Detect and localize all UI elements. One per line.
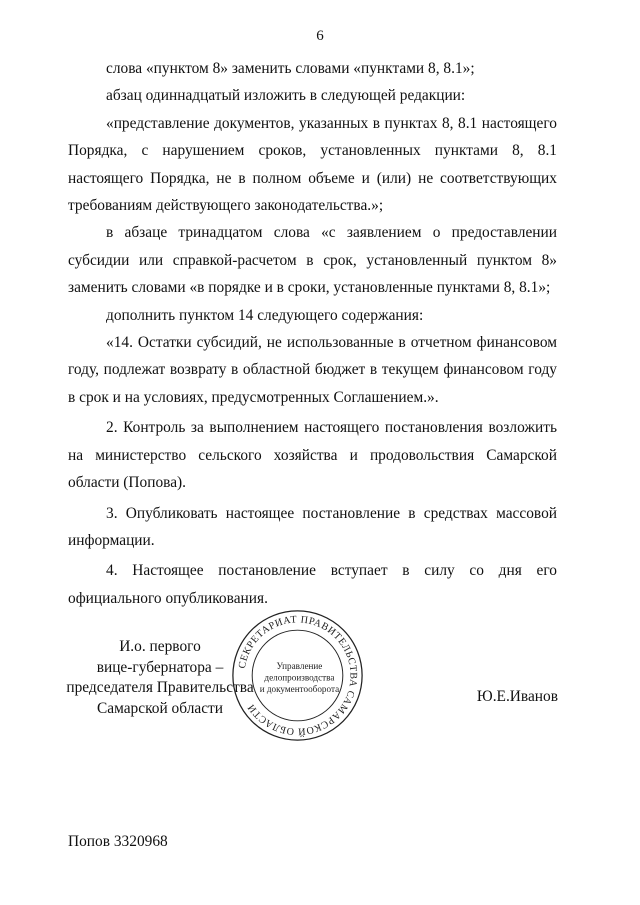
executor-info: Попов 3320968 xyxy=(68,833,168,850)
paragraph: дополнить пунктом 14 следующего содержания: xyxy=(106,306,424,324)
signer-title-line: вице-губернатора – xyxy=(96,658,224,676)
paragraph: «14. Остатки субсидий, не использованные в отчетном финансовом году, подлежат возврату в областной бюджет в текущем финансовом году в срок и на условиях, предусмотренных Соглашением.». xyxy=(68,334,557,406)
document-body xyxy=(68,55,557,612)
stamp-center-line: делопроизводства xyxy=(264,672,335,683)
page-number: 6 xyxy=(316,28,324,44)
paragraph: 3. Опубликовать настоящее постановление в средствах массовой информации. xyxy=(68,504,557,549)
stamp-center-line: Управление xyxy=(276,660,323,671)
paragraph: абзац одиннадцатый изложить в следующей редакции: xyxy=(106,87,466,105)
signatory-name: Ю.Е.Иванов xyxy=(476,688,558,705)
signer-title-line: председателя Правительства xyxy=(66,679,254,696)
paragraph: слова «пунктом 8» заменить словами «пунктами 8, 8.1»; xyxy=(106,60,475,77)
signer-title-line: Самарской области xyxy=(96,699,223,717)
paragraph: «представление документов, указанных в пунктах 8, 8.1 настоящего Порядка, с нарушением сроков, установленных пунктами 8, 8.1 настоящего Порядка, не в полном объеме и (или) не соответствующих требованиям действующего законодательства.»; xyxy=(68,114,557,215)
signer-title-line: И.о. первого xyxy=(119,638,201,655)
stamp-center-line: и документооборота xyxy=(259,683,340,694)
paragraph: 2. Контроль за выполнением настоящего постановления возложить на министерство сельского хозяйства и продовольствия Самарской области (Попова). xyxy=(68,419,557,492)
paragraph: в абзаце тринадцатом слова «с заявлением о предоставлении субсидии или справкой-расчетом в срок, установленный пунктом 8» заменить словами «в порядке и в сроки, установленные пунктами 8, 8.1»; xyxy=(68,224,557,297)
stamp-ring-text: СЕКРЕТАРИАТ ПРАВИТЕЛЬСТВА САМАРСКОЙ ОБЛАСТИ xyxy=(236,614,359,737)
paragraph: 4. Настоящее постановление вступает в силу со дня его официального опубликования. xyxy=(68,562,557,607)
official-stamp xyxy=(230,608,365,743)
